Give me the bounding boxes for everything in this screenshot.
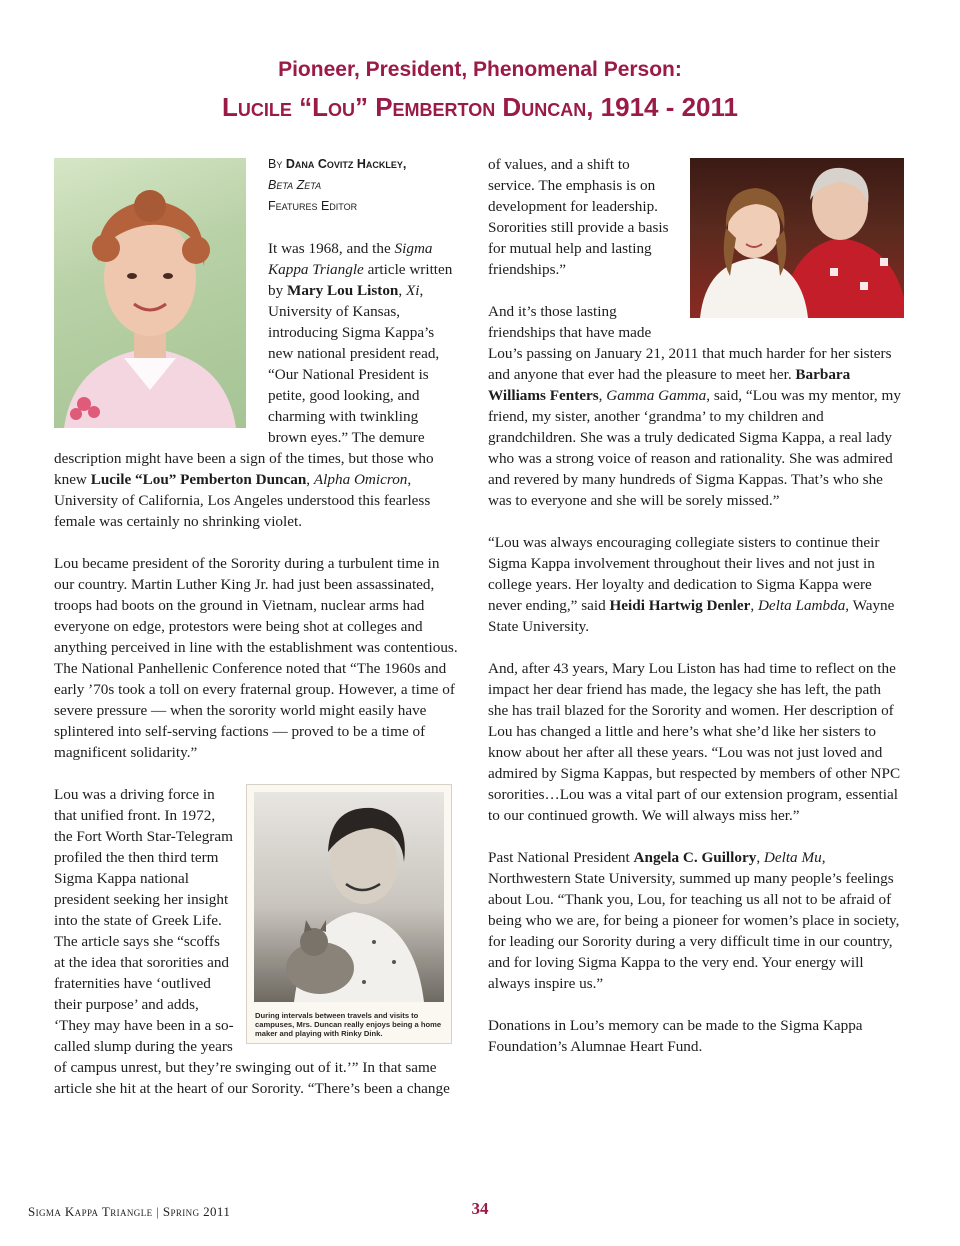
chapter-name: Xi [405,282,420,299]
text-run: And it’s those lasting friendships that have made Lou’s passing on January 21, 2011 that much harder for her sisters and anyone that ever had the pleasure to meet her. [488,303,892,383]
text-run: , Northwestern State University, summed up many people’s feelings about Lou. “Thank you, Lou, for teaching us all not to be afraid of being who we are, for being a pioneer for women’s place in society, for leading our Sorority during a very difficult time in our country, and for loving Sigma Kappa to the very end. Your energy will always inspire us.” [488,849,900,992]
byline-chapter: Beta Zeta [268,178,322,192]
paragraph-guillory [488,847,904,994]
paragraph-turbulent-times: Lou became president of the Sorority during a turbulent time in our country. Martin Luther King Jr. had just been assassinated, troops had boots on the ground in Vietnam, nuclear arms had everyone on edge, protestors were being shot at colleges and anything perceived in line with the establishment was contentious. The National Panhellenic Conference noted that “The 1960s and early ’70s took a toll on every fraternal group. However, a time of severe pressure — when the sorority world might easily have splintered into self-serving factions — proved to be a time of magnificent solidarity.” [54,555,458,761]
text-run: , [398,282,406,299]
text-run: article written by [268,261,453,299]
portrait-photo [54,158,246,428]
chapter-name: Gamma Gamma [606,387,707,404]
clipping-image [254,792,444,1002]
byline-role: Features Editor [268,199,358,213]
photo-illustration [690,158,904,318]
footer-publication-name: Sigma Kappa Triangle [28,1204,153,1219]
text-run: It was 1968, and the [268,240,395,257]
text-run: , University of California, Los Angeles understood this fearless female was certainly no shrinking violet. [54,471,431,530]
byline-author: Dana Covitz Hackley, [285,157,407,171]
text-run: Past National President [488,849,634,866]
text-run: , [306,471,314,488]
paragraph-donations: Donations in Lou’s memory can be made to the Sigma Kappa Foundation’s Alumnae Heart Fund. [488,1017,863,1055]
clipping-illustration [254,792,444,1002]
paragraph-liston-reflection: And, after 43 years, Mary Lou Liston has had time to reflect on the impact her dear friend has made, the legacy she has left, the path she has trail blazed for the Sorority and women. Her description of Lou has changed a little and here’s what she’d like her sisters to know about her after all these years. “Lou was not just loved and admired by Sigma Kappas, but respected by members of other NPC sororities…Lou was a vital part of our extension program, essential to our continued growth. We will always miss her.” [488,660,901,824]
person-name: Barbara Williams Fenters [488,366,851,404]
text-run: “Lou was always encouraging collegiate sisters to continue their Sigma Kappa involvement throughout their lives and not just in college years. Her loyalty and dedication to Sigma Kappa were never ending,” said [488,534,880,614]
text-run: , said, “Lou was my mentor, my friend, my sister, another ‘grandma’ to my children and grandchildren. She was a truly dedicated Sigma Kappa, a real lady who was a strong voice of reason and rationality. She was admired and revered by many hundreds of Sigma Kappas. That’s who she was to everyone and she will be sorely missed.” [488,387,901,509]
text-run: , [750,597,758,614]
paragraph-encouraging [488,532,904,637]
chapter-name: Alpha Omicron [313,471,408,488]
left-column [54,154,458,1120]
photo-caption: During intervals between travels and visits to campuses, Mrs. Duncan really enjoys being a home maker and playing with Rinky Dink. [255,1011,442,1038]
person-name: Heidi Hartwig Denler [609,597,751,614]
footer-separator: | [156,1204,160,1219]
grandmother-child-photo [690,158,904,318]
article-kicker: Pioneer, President, Phenomenal Person: [278,58,682,81]
chapter-name: Delta Mu [763,849,822,866]
text-run: , [756,849,764,866]
newspaper-clipping-photo [246,784,452,1044]
paragraph-friendships [488,301,904,511]
publication-name: Sigma Kappa Triangle [268,240,433,278]
right-column [488,154,904,1078]
text-run: , [598,387,607,404]
portrait-illustration [54,158,246,428]
article-title: Lucile “Lou” Pemberton Duncan, 1914 - 2011 [221,92,739,122]
paragraph-values: of values, and a shift to service. The emphasis is on development for leadership. Sororities still provide a basis for mutual help and lasting friendships.” [488,156,669,278]
chapter-name: Delta Lambda [757,597,846,614]
text-run: , Wayne State University. [488,597,895,635]
page-number: 34 [471,1199,489,1218]
text-run: , University of Kansas, introducing Sigma Kappa’s new national president read, “Our National President is petite, good looking, and charming with twinkling brown eyes.” The demure description might have been a sign of the times, but those who knew [54,282,440,488]
byline-by: By [268,157,283,171]
person-name: Mary Lou Liston [286,282,399,299]
paragraph-driving-force: Lou was a driving force in that unified front. In 1972, the Fort Worth Star-Telegram profiled the then third term Sigma Kappa national president seeking her insight into the state of Greek Life. The article says she “scoffs at the idea that sororities and fraternities have ‘outlived their purpose’ and adds, ‘They may have been in a so-called slump during the years of campus unrest, but they’re swinging out of it.’” In that same article she hit at the heart of our Sorority. “There’s been a change [54,786,450,1097]
person-name: Lucile “Lou” Pemberton Duncan [90,471,307,488]
person-name: Angela C. Guillory [633,849,757,866]
footer-issue: Spring 2011 [162,1204,231,1219]
